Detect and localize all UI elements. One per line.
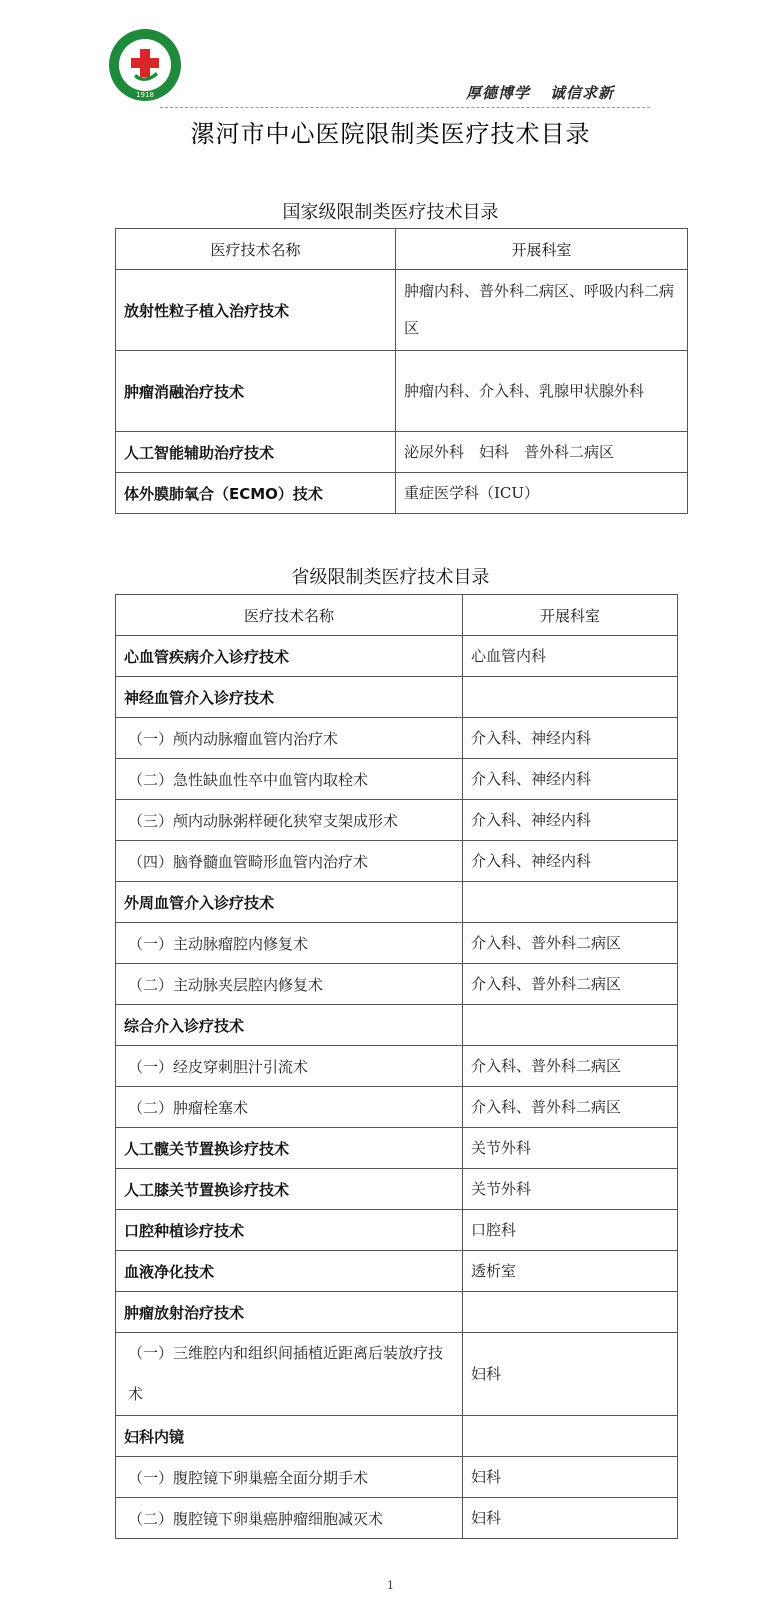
motto-part-2: 诚信求新: [550, 84, 615, 102]
technique-subitem: （三）颅内动脉粥样硬化狭窄支架成形术: [116, 800, 463, 841]
motto-part-1: 厚德博学: [466, 84, 531, 102]
national-table: [115, 228, 688, 514]
department: 透析室: [463, 1251, 678, 1292]
department: 介入科、普外科二病区: [463, 1046, 678, 1087]
technique-subitem: （四）脑脊髓血管畸形血管内治疗术: [116, 841, 463, 882]
table-row: [116, 1128, 678, 1169]
technique-name: 口腔种植诊疗技术: [116, 1210, 463, 1251]
hospital-logo-icon: [108, 28, 182, 102]
logo-year: 1918: [136, 91, 154, 99]
table-row: [116, 1251, 678, 1292]
table-row: [116, 1210, 678, 1251]
department: 介入科、普外科二病区: [463, 964, 678, 1005]
technique-name: 外周血管介入诊疗技术: [116, 882, 463, 923]
table-row: [116, 1292, 678, 1333]
department: 妇科: [463, 1333, 678, 1416]
table-row: [116, 351, 688, 432]
provincial-table: [115, 594, 678, 1539]
table-row: [116, 841, 678, 882]
table-row: [116, 800, 678, 841]
technique-name: 心血管疾病介入诊疗技术: [116, 636, 463, 677]
technique-name: 放射性粒子植入治疗技术: [116, 270, 396, 351]
department: [463, 1416, 678, 1457]
department: 妇科: [463, 1457, 678, 1498]
table-row: [116, 1498, 678, 1539]
department: 关节外科: [463, 1169, 678, 1210]
technique-subitem: （二）急性缺血性卒中血管内取栓术: [116, 759, 463, 800]
table-row: [116, 636, 678, 677]
technique-subitem: （二）腹腔镜下卵巢癌肿瘤细胞减灭术: [116, 1498, 463, 1539]
technique-subitem: （一）三维腔内和组织间插植近距离后装放疗技术: [116, 1333, 463, 1416]
department: 重症医学科（ICU）: [396, 473, 688, 514]
department: [463, 1292, 678, 1333]
department: 关节外科: [463, 1128, 678, 1169]
national-section-title: 国家级限制类医疗技术目录: [282, 202, 499, 223]
column-header: 开展科室: [463, 595, 678, 636]
department: 泌尿外科 妇科 普外科二病区: [396, 432, 688, 473]
department: [463, 882, 678, 923]
table-row: [116, 270, 688, 351]
department: 介入科、普外科二病区: [463, 1087, 678, 1128]
table-header-row: [116, 229, 688, 270]
technique-name: 综合介入诊疗技术: [116, 1005, 463, 1046]
department: 妇科: [463, 1498, 678, 1539]
technique-name: 妇科内镜: [116, 1416, 463, 1457]
table-row: [116, 882, 678, 923]
table-row: [116, 1005, 678, 1046]
table-row: [116, 677, 678, 718]
document-title: 漯河市中心医院限制类医疗技术目录: [190, 120, 591, 148]
department: 肿瘤内科、介入科、乳腺甲状腺外科: [396, 351, 688, 432]
hospital-motto: [466, 82, 614, 103]
technique-name: 血液净化技术: [116, 1251, 463, 1292]
table-row: [116, 1169, 678, 1210]
column-header: 开展科室: [396, 229, 688, 270]
department: 介入科、神经内科: [463, 841, 678, 882]
department: 肿瘤内科、普外科二病区、呼吸内科二病区: [396, 270, 688, 351]
department: 介入科、神经内科: [463, 800, 678, 841]
technique-subitem: （一）经皮穿刺胆汁引流术: [116, 1046, 463, 1087]
page-number: 1: [387, 1579, 394, 1592]
table-row: [116, 718, 678, 759]
technique-subitem: （二）肿瘤栓塞术: [116, 1087, 463, 1128]
technique-subitem: （一）颅内动脉瘤血管内治疗术: [116, 718, 463, 759]
department: 口腔科: [463, 1210, 678, 1251]
technique-name: 人工智能辅助治疗技术: [116, 432, 396, 473]
table-row: [116, 923, 678, 964]
table-row: [116, 1416, 678, 1457]
technique-name: 人工髋关节置换诊疗技术: [116, 1128, 463, 1169]
column-header: 医疗技术名称: [116, 595, 463, 636]
technique-subitem: （一）主动脉瘤腔内修复术: [116, 923, 463, 964]
table-row: [116, 1457, 678, 1498]
department: 介入科、神经内科: [463, 718, 678, 759]
technique-name: 体外膜肺氧合（ECMO）技术: [116, 473, 396, 514]
department: [463, 1005, 678, 1046]
department: [463, 677, 678, 718]
technique-name: 肿瘤放射治疗技术: [116, 1292, 463, 1333]
technique-subitem: （一）腹腔镜下卵巢癌全面分期手术: [116, 1457, 463, 1498]
technique-subitem: （二）主动脉夹层腔内修复术: [116, 964, 463, 1005]
technique-name: 人工膝关节置换诊疗技术: [116, 1169, 463, 1210]
table-row: [116, 964, 678, 1005]
technique-name: 神经血管介入诊疗技术: [116, 677, 463, 718]
department: 介入科、普外科二病区: [463, 923, 678, 964]
table-row: [116, 759, 678, 800]
provincial-section-title: 省级限制类医疗技术目录: [291, 567, 490, 588]
hospital-logo: [108, 28, 182, 102]
table-row: [116, 1087, 678, 1128]
technique-name: 肿瘤消融治疗技术: [116, 351, 396, 432]
department: 心血管内科: [463, 636, 678, 677]
column-header: 医疗技术名称: [116, 229, 396, 270]
table-row: [116, 432, 688, 473]
department: 介入科、神经内科: [463, 759, 678, 800]
table-row: [116, 1333, 678, 1416]
table-row: [116, 473, 688, 514]
table-header-row: [116, 595, 678, 636]
header-divider: [160, 107, 650, 108]
table-row: [116, 1046, 678, 1087]
